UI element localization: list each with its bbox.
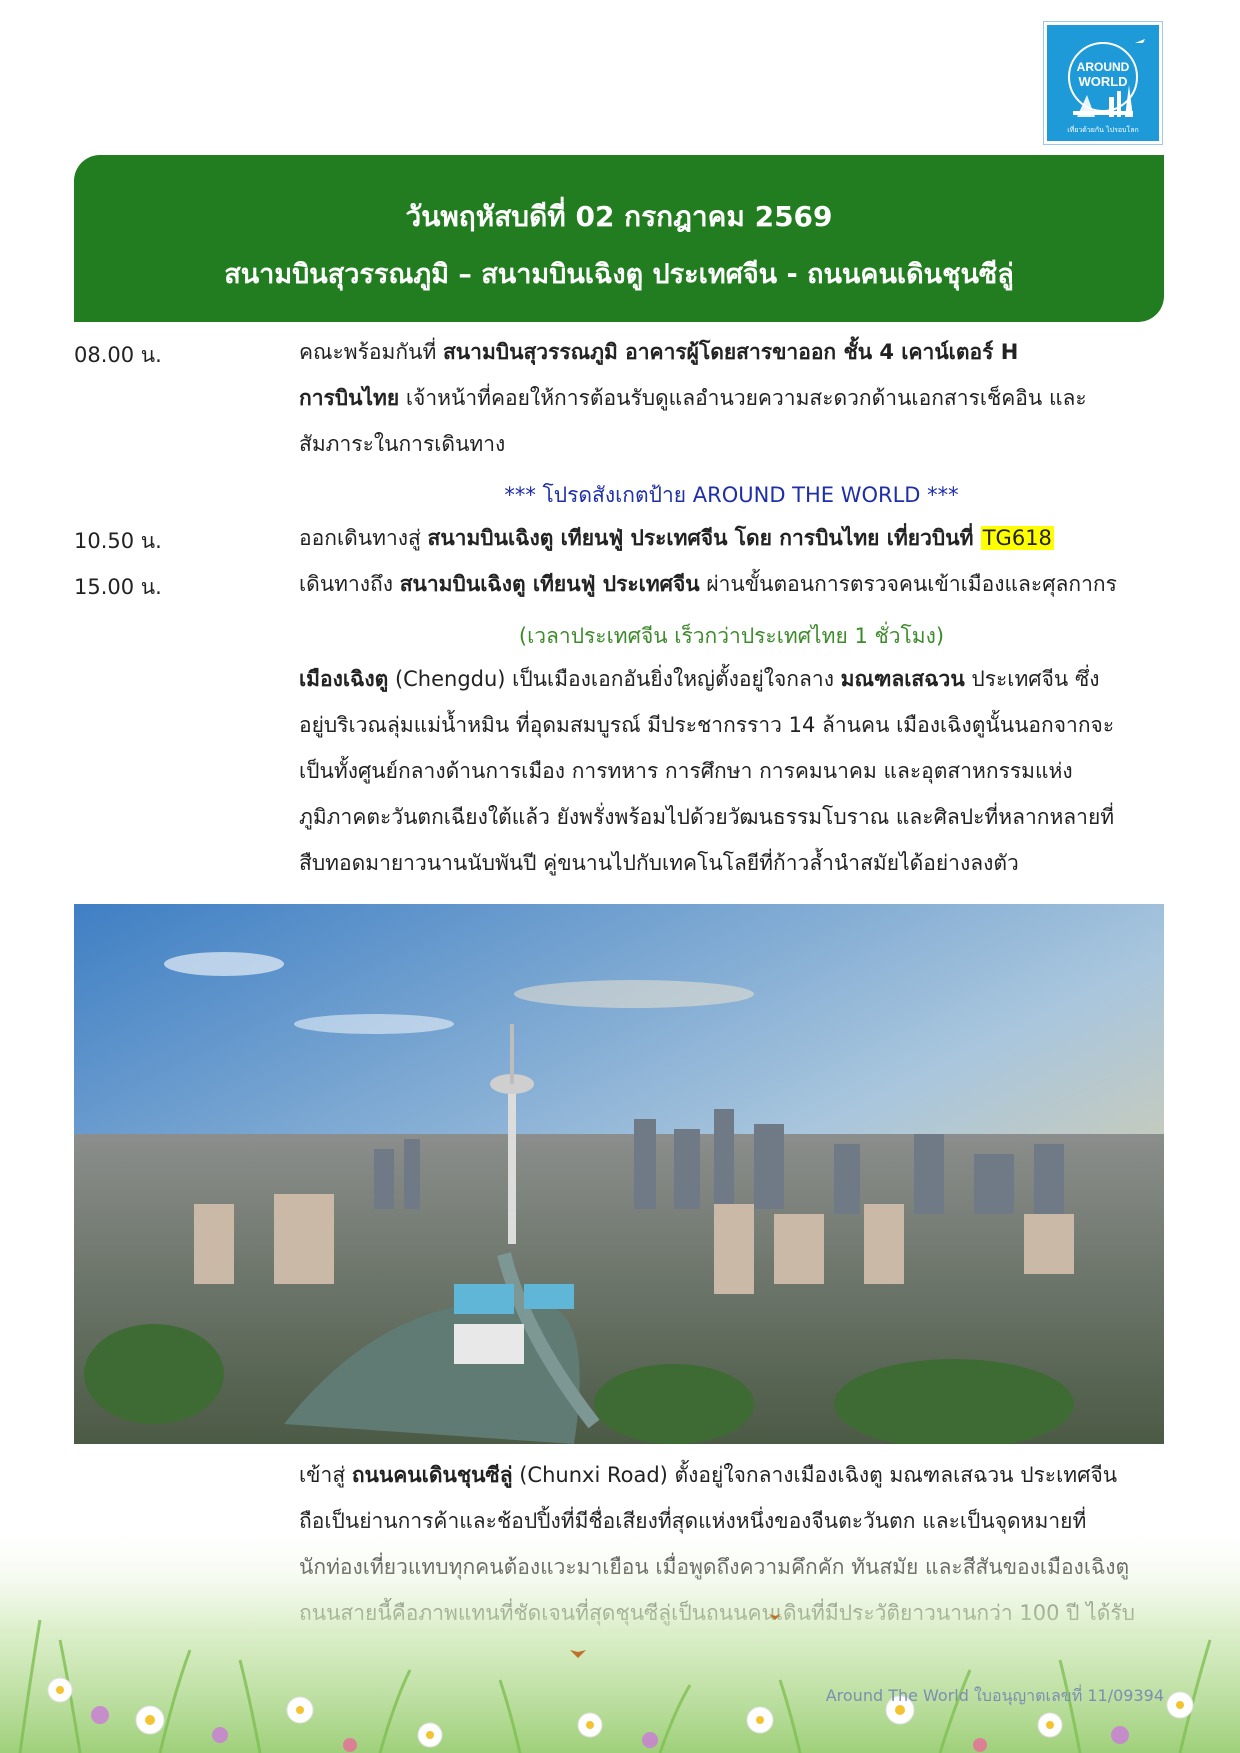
company-logo (1043, 21, 1163, 145)
license-number: Around The World ใบอนุญาตเลขที่ 11/09394 (825, 1686, 1164, 1705)
desc-lead: ออกเดินทางสู่ (299, 526, 428, 550)
chengdu-line-2: อยู่บริเวณลุ่มแม่น้ำหมิน ที่อุดมสมบูรณ์ มีประชากรราว 14 ล้านคน เมืองเฉิงตูนั้นนอกจากจะ (299, 713, 1115, 737)
skyline-image (74, 904, 1164, 1444)
chengdu-line-1a: (Chengdu) เป็นเมืองเอกอันยิ่งใหญ่ตั้งอยู่ใจกลาง (388, 667, 841, 691)
desc-bold-location: สนามบินสุวรรณภูมิ อาคารผู้โดยสารขาออก ชั้น 4 เคาน์เตอร์ H (442, 340, 1019, 364)
chengdu-name: เมืองเฉิงตู (299, 667, 389, 691)
schedule-description (299, 561, 1164, 607)
day-route-title: สนามบินสุวรรณภูมิ – สนามบินเฉิงตู ประเทศจีน - ถนนคนเดินชุนซีลู่ (224, 259, 1014, 290)
chengdu-province: มณฑลเสฉวน (840, 667, 965, 691)
chengdu-description (299, 656, 1165, 886)
schedule-time: 15.00 น. (74, 575, 162, 599)
logo-badge (1047, 25, 1159, 141)
desc-bold-airline: การบินไทย (299, 386, 400, 410)
chengdu-line-1b: ประเทศจีน ซึ่ง (964, 667, 1100, 691)
desc-bold: สนามบินเฉิงตู เทียนฟู่ ประเทศจีน โดย การบินไทย เที่ยวบินที่ (427, 526, 981, 550)
chengdu-line-5: สืบทอดมายาวนานนับพันปี คู่ขนานไปกับเทคโนโลยีที่ก้าวล้ำนำสมัยได้อย่างลงตัว (299, 851, 1019, 875)
logo-line-2: WORLD (1078, 74, 1128, 89)
desc-rest: ผ่านขั้นตอนการตรวจคนเข้าเมืองและศุลกากร (699, 572, 1117, 596)
logo-line-1: AROUND (1076, 60, 1130, 74)
chunxi-road-name: ถนนคนเดินชุนซีลู่ (351, 1463, 513, 1487)
desc-lead: คณะพร้อมกันที่ (299, 340, 443, 364)
day-header-banner (74, 155, 1164, 322)
schedule-time: 10.50 น. (74, 529, 162, 553)
schedule-time: 08.00 น. (74, 343, 162, 367)
time-difference-note: (เวลาประเทศจีน เร็วกว่าประเทศไทย 1 ชั่วโมง) (518, 624, 945, 648)
desc-lead: เดินทางถึง (299, 572, 400, 596)
chunxi-lead: เข้าสู่ (299, 1463, 352, 1487)
day-date-title: วันพฤหัสบดีที่ 02 กรกฎาคม 2569 (405, 200, 833, 233)
flower-meadow-decoration (0, 1520, 1240, 1753)
desc-rest: เจ้าหน้าที่คอยให้การต้อนรับดูแลอำนวยความสะดวกด้านเอกสารเช็คอิน และ (399, 386, 1087, 410)
chengdu-skyline-photo (74, 904, 1164, 1444)
desc-line-3: สัมภาระในการเดินทาง (299, 432, 506, 456)
chengdu-line-3: เป็นทั้งศูนย์กลางด้านการเมือง การทหาร การศึกษา การคมนาคม และอุตสาหกรรมแห่ง (299, 759, 1073, 783)
schedule-description (299, 515, 1164, 561)
chunxi-line-1: (Chunxi Road) ตั้งอยู่ใจกลางเมืองเฉิงตู มณฑลเสฉวน ประเทศจีน (512, 1463, 1118, 1487)
flight-number-highlight: TG618 (982, 526, 1052, 550)
meadow-illustration (0, 1520, 1240, 1753)
chengdu-line-4: ภูมิภาคตะวันตกเฉียงใต้แล้ว ยังพรั่งพร้อมไปด้วยวัฒนธรรมโบราณ และศิลปะที่หลากหลายที่ (299, 805, 1115, 829)
logo-tagline: เที่ยวด้วยกัน ไปรอบโลก (1067, 126, 1139, 134)
desc-bold: สนามบินเฉิงตู เทียนฟู่ ประเทศจีน (399, 572, 700, 596)
schedule-description (299, 329, 1164, 467)
signboard-notice: *** โปรดสังเกตป้าย AROUND THE WORLD *** (504, 483, 959, 507)
